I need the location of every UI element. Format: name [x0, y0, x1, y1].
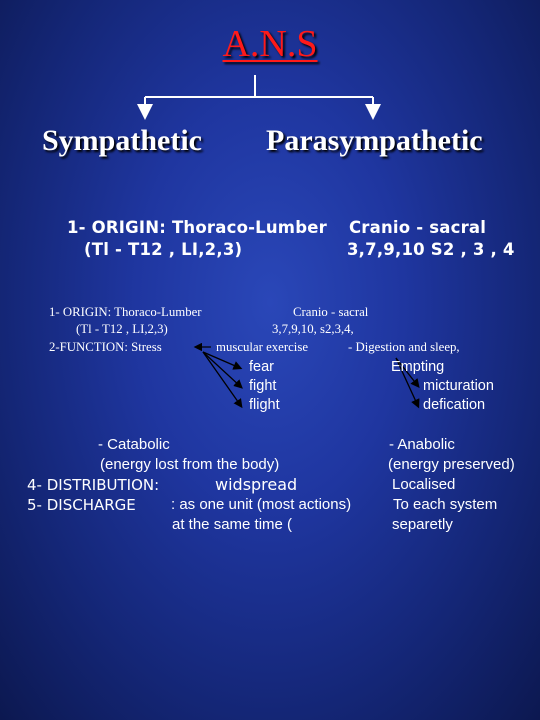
- arrow-fight: [203, 352, 241, 387]
- origin-small-left-1: 1- ORIGIN: Thoraco-Lumber: [49, 305, 202, 319]
- origin-small-left-2: (Tl - T12 , LI,2,3): [76, 322, 168, 336]
- distribution-right: Localised: [392, 476, 456, 493]
- origin-small-right-2: 3,7,9,10, s2,3,4,: [272, 322, 354, 336]
- metabolism-right-1: - Anabolic: [389, 436, 455, 453]
- origin-large-right-2: 3,7,9,10 S2 , 3 , 4: [347, 240, 515, 259]
- metabolism-right-2: (energy preserved): [388, 456, 515, 473]
- discharge-value-1: : as one unit (most actions): [171, 496, 352, 513]
- metabolism-left-2: (energy lost from the body): [100, 456, 280, 473]
- origin-large-left-1: 1- ORIGIN: Thoraco-Lumber: [67, 218, 327, 237]
- origin-small-right-1: Cranio - sacral: [293, 305, 369, 319]
- function-right: - Digestion and sleep,: [348, 340, 460, 354]
- para-item-defication: defication: [423, 397, 486, 413]
- function-middle: muscular exercise: [216, 340, 309, 354]
- origin-large-left-2: (Tl - T12 , LI,2,3): [84, 240, 243, 259]
- branch-parasympathetic: Parasympathetic: [266, 124, 483, 157]
- discharge-right-2: separetly: [392, 516, 453, 533]
- origin-large-right-1: Cranio - sacral: [349, 218, 487, 237]
- distribution-value: widspread: [215, 475, 298, 494]
- distribution-label: 4- DISTRIBUTION:: [27, 476, 160, 494]
- branch-sympathetic: Sympathetic: [42, 124, 202, 157]
- discharge-value-2: at the same time (: [172, 516, 293, 533]
- para-item-empting: Empting: [391, 359, 445, 375]
- discharge-right-1: To each system: [393, 496, 498, 513]
- sym-item-flight: flight: [249, 397, 280, 413]
- metabolism-left-1: - Catabolic: [98, 436, 170, 453]
- page-title: A.N.S: [222, 23, 318, 65]
- sym-item-fight: fight: [249, 378, 277, 394]
- sym-item-fear: fear: [249, 359, 274, 375]
- function-label: 2-FUNCTION: Stress: [49, 340, 162, 354]
- para-item-micturation: micturation: [423, 378, 494, 394]
- discharge-label: 5- DISCHARGE: [27, 496, 136, 514]
